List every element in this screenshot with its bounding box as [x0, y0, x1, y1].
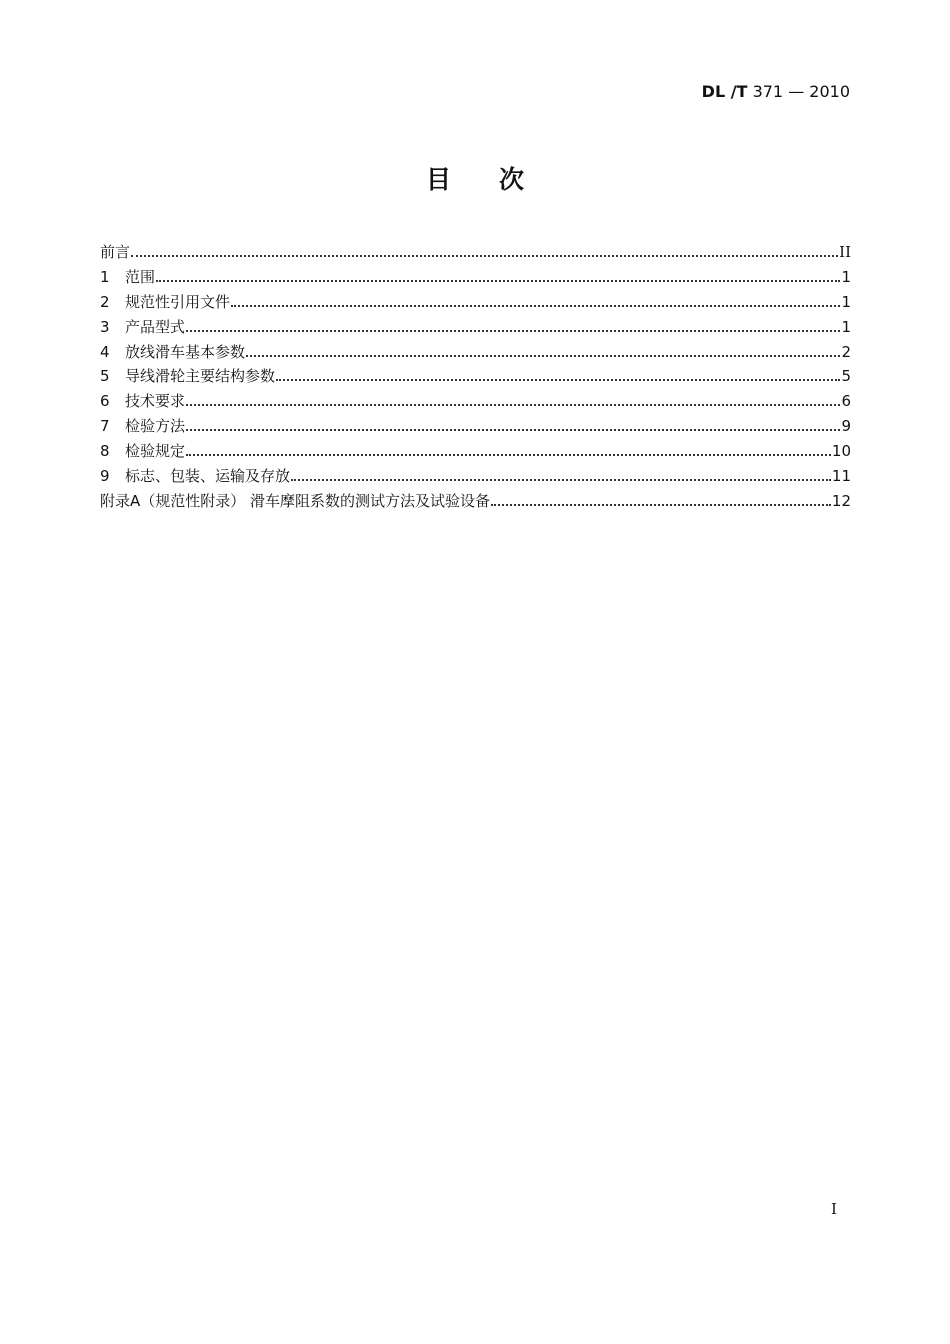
toc-dot-leader [131, 254, 838, 257]
appendix-prefix: 附录 [100, 491, 131, 510]
toc-entry-number: 7 [100, 417, 110, 436]
toc-entry-page: 9 [841, 417, 851, 436]
toc-entry-3[interactable] [100, 315, 851, 340]
toc-entry-5[interactable] [100, 364, 851, 389]
toc-dot-leader [291, 478, 831, 481]
toc-entry-number: 6 [100, 392, 110, 411]
toc-entry-number: 8 [100, 442, 110, 461]
toc-dot-leader [186, 453, 831, 456]
toc-entry-1[interactable] [100, 265, 851, 290]
toc-dot-leader [186, 428, 840, 431]
toc-entry-4[interactable] [100, 340, 851, 365]
toc-entry-label: 导线滑轮主要结构参数 [125, 367, 276, 386]
toc-entry-page: 11 [831, 467, 851, 486]
standard-prefix: DL /T [701, 82, 748, 101]
toc-entry-number: 5 [100, 367, 110, 386]
toc-entry-number: 9 [100, 467, 110, 486]
toc-entry-label: 范围 [125, 267, 156, 286]
toc-entry-label: 前言 [100, 243, 131, 261]
toc-entry-8[interactable] [100, 439, 851, 464]
toc-entry-page: 1 [841, 267, 851, 286]
toc-entry-6[interactable] [100, 389, 851, 414]
standard-number: 371 — 2010 [752, 82, 850, 101]
page-header [702, 82, 850, 101]
toc-entry-number: 2 [100, 292, 110, 311]
toc-dot-leader [156, 279, 840, 282]
toc-entry-label: 标志、包装、运输及存放 [125, 467, 291, 486]
toc-entry-page: 5 [841, 367, 851, 386]
appendix-title: （规范性附录） 滑车摩阻系数的测试方法及试验设备 [140, 491, 491, 510]
toc-entry-label: 产品型式 [125, 317, 186, 336]
toc-entry-label: 放线滑车基本参数 [125, 342, 246, 361]
toc-entry-label: 检验规定 [125, 442, 186, 461]
toc-dot-leader [491, 503, 831, 506]
table-of-contents [100, 240, 851, 514]
toc-entry-page: 6 [841, 392, 851, 411]
toc-entry-number: 1 [100, 267, 110, 286]
toc-entry-label: 检验方法 [125, 417, 186, 436]
toc-dot-leader [246, 354, 840, 357]
toc-dot-leader [186, 403, 840, 406]
toc-entry-number: 4 [100, 342, 110, 361]
toc-entry-page: 12 [831, 491, 851, 510]
toc-entry-2[interactable] [100, 290, 851, 315]
toc-dot-leader [186, 329, 840, 332]
toc-entry-page: 1 [841, 292, 851, 311]
toc-entry-label [100, 489, 490, 514]
page-number: I [831, 1200, 837, 1218]
page-title: 目次 [425, 165, 572, 194]
toc-dot-leader [276, 378, 840, 381]
toc-entry-9[interactable] [100, 464, 851, 489]
toc-entry-7[interactable] [100, 414, 851, 439]
toc-entry-page: 2 [841, 342, 851, 361]
toc-entry-page: 1 [841, 317, 851, 336]
toc-entry-foreword[interactable] [100, 240, 851, 265]
toc-dot-leader [231, 304, 840, 307]
toc-entry-label: 规范性引用文件 [125, 292, 231, 311]
toc-entry-page: II [839, 243, 851, 261]
appendix-letter: A [130, 491, 141, 510]
toc-entry-number: 3 [100, 317, 110, 336]
toc-entry-appendix-a[interactable] [100, 489, 851, 514]
toc-entry-label: 技术要求 [125, 392, 186, 411]
toc-entry-page: 10 [831, 442, 851, 461]
